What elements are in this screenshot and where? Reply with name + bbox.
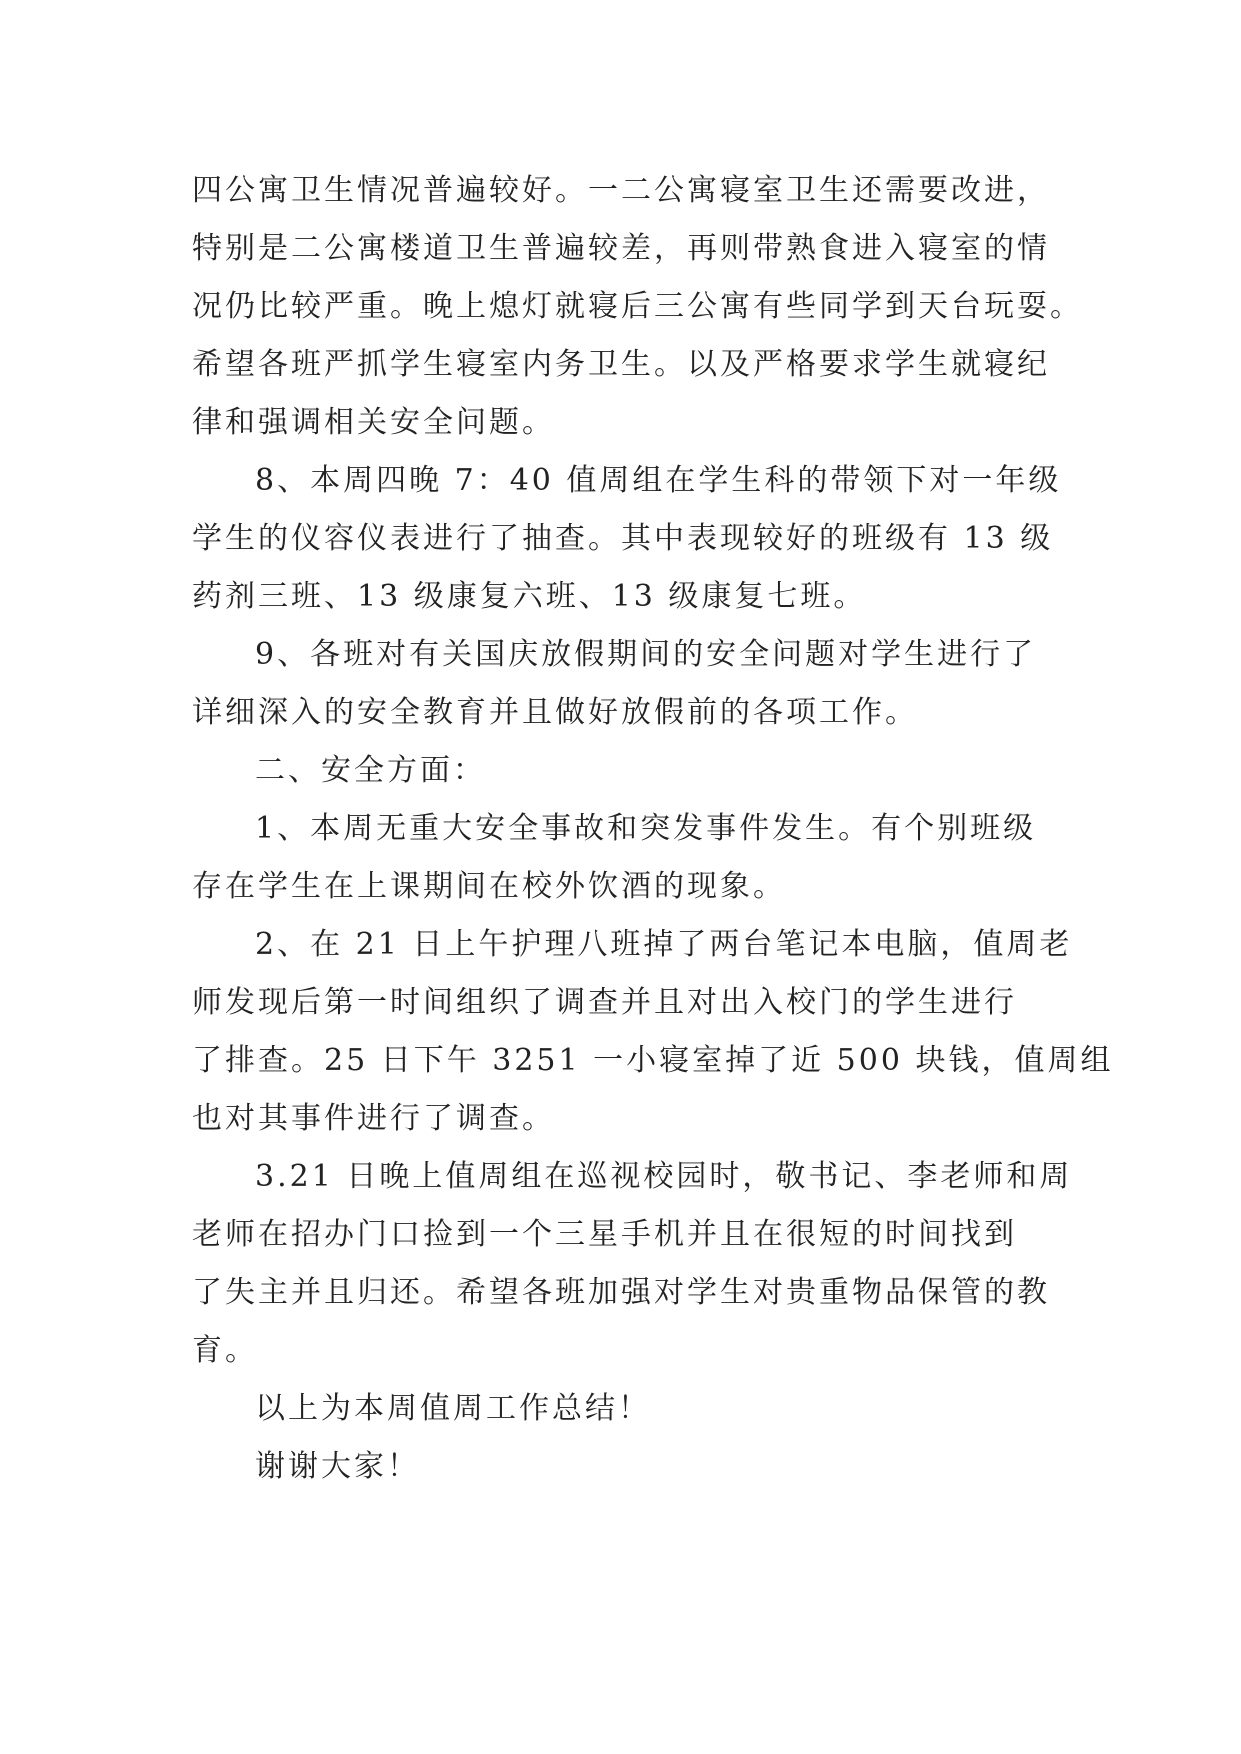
text-line: 师发现后第一时间组织了调查并且对出入校门的学生进行 — [192, 985, 1017, 1020]
text-line: 了失主并且归还。希望各班加强对学生对贵重物品保管的教 — [192, 1275, 1050, 1310]
text-line: 二、安全方面： — [255, 753, 486, 788]
text-line: 药剂三班、13 级康复六班、13 级康复七班。 — [192, 579, 867, 614]
text-line: 2、在 21 日上午护理八班掉了两台笔记本电脑，值周老 — [255, 927, 1073, 962]
text-line: 学生的仪容仪表进行了抽查。其中表现较好的班级有 13 级 — [192, 521, 1054, 556]
text-line: 也对其事件进行了调查。 — [192, 1101, 555, 1136]
text-line: 8、本周四晚 7：40 值周组在学生科的带领下对一年级 — [255, 463, 1062, 498]
text-line: 1、本周无重大安全事故和突发事件发生。有个别班级 — [255, 811, 1037, 846]
text-line: 育。 — [192, 1333, 258, 1368]
text-line: 况仍比较严重。晚上熄灯就寝后三公寓有些同学到天台玩耍。 — [192, 289, 1083, 324]
text-line: 详细深入的安全教育并且做好放假前的各项工作。 — [192, 695, 918, 730]
text-line: 希望各班严抓学生寝室内务卫生。以及严格要求学生就寝纪 — [192, 347, 1050, 382]
document-body — [192, 162, 1114, 1496]
text-line: 以上为本周值周工作总结！ — [255, 1391, 651, 1426]
text-line: 律和强调相关安全问题。 — [192, 405, 555, 440]
text-line: 谢谢大家！ — [255, 1449, 420, 1484]
text-line: 9、各班对有关国庆放假期间的安全问题对学生进行了 — [255, 637, 1037, 672]
text-line: 存在学生在上课期间在校外饮酒的现象。 — [192, 869, 786, 904]
text-line: 了排查。25 日下午 3251 一小寝室掉了近 500 块钱，值周组 — [192, 1043, 1114, 1078]
text-line: 老师在招办门口捡到一个三星手机并且在很短的时间找到 — [192, 1217, 1017, 1252]
text-line: 特别是二公寓楼道卫生普遍较差，再则带熟食进入寝室的情 — [192, 231, 1050, 266]
text-line: 四公寓卫生情况普遍较好。一二公寓寝室卫生还需要改进， — [192, 173, 1050, 208]
text-line: 3.21 日晚上值周组在巡视校园时，敬书记、李老师和周 — [255, 1159, 1073, 1194]
